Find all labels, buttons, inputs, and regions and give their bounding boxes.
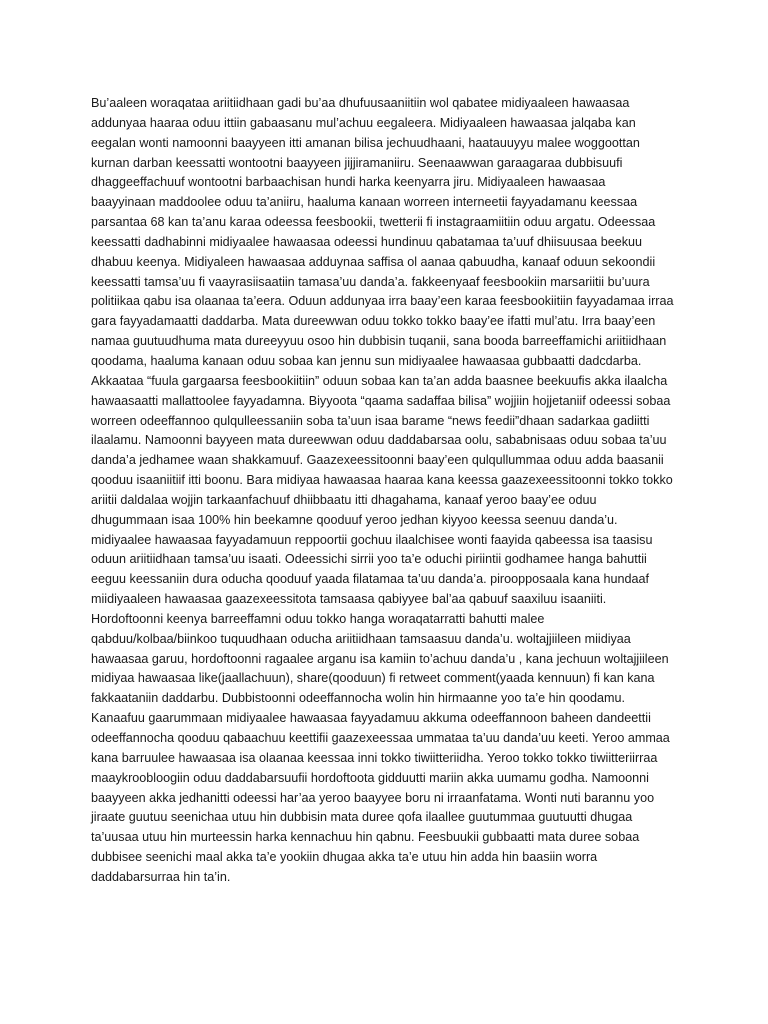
text-line: jiraate guutuu seenichaa utuu hin dubbisin mata duree qofa ilaallee guutummaa guutuutti dhugaa [91, 810, 633, 825]
text-line: oduun ariitiidhaan tamsa’uu isaati. Odeessichi sirrii yoo ta’e oduchi piriintii godhamee hanga bahuttii [91, 552, 647, 567]
text-line: daddabarsurraa hin ta’in. [91, 869, 231, 884]
text-line: hawaasaatti mallattoolee fayyadamna. Biyyoota “qaama sadaffaa bilisa” wojjiin hojjetaniif odeessi sobaa [91, 393, 671, 408]
text-line: miidiyaaleen hawaasaa gaazexeessitota tamsaasa qabiyyee bal’aa qabuuf saaxiluu isaaniiti. [91, 592, 607, 607]
text-line: dubbisee seenichi maal akka ta’e yookiin dhugaa akka ta’e utuu hin adda hin baasiin worra [91, 850, 598, 865]
text-line: kana barruulee hawaasaa isa olaanaa keessaa inni tokko tiwiitteriidha. Yeroo tokko tokko tiwiitteriirraa [91, 750, 658, 765]
text-line: qabduu/kolbaa/biinkoo tuquudhaan oducha ariitiidhaan tamsaasuu danda’u. woltajjiileen miidiyaa [91, 631, 631, 646]
text-line: Akkaataa “fuula gargaarsa feesbookiitiin” oduun sobaa kan ta’an adda baasnee beekuufis akka ilaalcha [91, 373, 668, 388]
text-line: midiyaa hawaasaa like(jaallachuun), share(qooduun) fi retweet comment(yaada kennuun) fi kan kana [91, 671, 655, 686]
text-line: parsantaa 68 kan ta’anu karaa odeessa feesbookii, twetterii fi instagraamiitiin oduu argatu. Odeessaa [91, 215, 656, 230]
text-line: fakkaataniin daddarbu. Dubbistoonni odeeffannocha wolin hin hirmaanne yoo ta’e hin qoodamu. [91, 691, 625, 706]
text-line: kurnan darban keessatti wontootni baayyeen jijjiramaniiru. Seenaawwan garaagaraa dubbisuufi [91, 155, 623, 170]
text-line: danda’a jedhamee waan shakkamuuf. Gaazexeessitoonni baay’een qulqullummaa oduu adda baasanii [91, 453, 664, 468]
text-line: dhabuu keenya. Midiyaleen hawaasaa adduynaa saffisa ol aanaa qabuudha, kanaaf oduun sekoondii [91, 254, 656, 269]
text-line: dhaggeeffachuuf wontootni barbaachisan hundi harka keenyarra jiru. Midiyaaleen hawaasaa [91, 175, 606, 190]
text-line: eeguu keessaniin dura oducha qooduuf yaada filatamaa ta’uu danda’a. piroopposaala kana hundaaf [91, 572, 650, 587]
text-line: ta’uusaa utuu hin murteessin harka kennachuu hin qabnu. Feesbuukii gubbaatti mata duree sobaa [91, 830, 640, 845]
text-line: worreen odeeffannoo qulqulleessaniin soba ta’uun isaa barame “news feedii”dhaan sadarkaa gadiitti [91, 413, 650, 428]
text-line: addunyaa haaraa oduu ittiin gabaasanu mul’achuu eegaleera. Midiyaaleen hawaasaa jalqaba kan [91, 115, 636, 130]
text-line: eegalan wonti namoonni baayyeen itti amanan bilisa jechuudhaani, haatauuyyu malee woggoottan [91, 135, 640, 150]
text-line: midiyaalee hawaasaa fayyadamuun reppoortii gochuu ilaalchisee wonti faayida qabeessa isa taasisu [91, 532, 653, 547]
text-line: Bu’aaleen woraqataa ariitiidhaan gadi bu’aa dhufuusaaniitiin wol qabatee midiyaaleen hawaasaa [91, 96, 630, 110]
text-line: keessatti tamsa’uu fi vaayrasiisaatiin tamasa’uu danda’a. fakkeenyaaf feesbookiin marsariitii bu’uura [91, 274, 650, 289]
text-line: baayyinaan maddoolee oduu ta’aniiru, haaluma kanaan worreen interneetii fayyadamanu keessaa [91, 195, 638, 210]
text-line: Kanaafuu gaarummaan midiyaalee hawaasaa fayyadamuu akkuma odeeffannoon baheen dandeettii [91, 711, 651, 726]
text-line: ilaalamu. Namoonni bayyeen mata dureewwan oduu daddabarsaa oolu, sababnisaas oduu sobaa ta’uu [91, 433, 667, 448]
text-line: qooduu isaaniitiif itti boonu. Bara midiyaa hawaasaa haaraa kana keessa gaazexeessitoonni tokko tokko [91, 473, 673, 488]
text-line: Hordoftoonni keenya barreeffamni oduu tokko hanga woraqatarratti bahutti malee [91, 611, 545, 626]
text-line: gara fayyadamaatti daddarba. Mata dureewwan oduu tokko tokko baay’ee ifatti mul’atu. Irra baay’een [91, 314, 656, 329]
text-line: hawaasaa garuu, hordoftoonni ragaalee arganu isa kamiin to’achuu danda’u , kana jechuun woltajjiileen [91, 651, 669, 666]
text-line: namaa guutuudhuma mata dureeyyuu osoo hin dubbisin tuqanii, sana booda barreeffamichi ariitiidhaan [91, 334, 667, 349]
text-line: keessatti dadhabinni midiyaalee hawaasaa odeessi hundinuu qabatamaa ta’uuf dhiisuusaa beekuu [91, 234, 643, 249]
text-line: baayyeen akka jedhanitti odeessi har’aa yeroo baayyee boru ni irraanfatama. Wonti nuti barannu yoo [91, 790, 655, 805]
text-line: ariitii daldalaa wojjin tarkaanfachuuf dhiibbaatu itti dhagahama, kanaaf yeroo baay’ee oduu [91, 492, 597, 507]
text-line: qoodama, haaluma kanaan oduu sobaa kan jennu sun midiyaalee hawaasaa gubbaatti dadcdarba. [91, 353, 642, 368]
text-line: maaykroobloogiin oduu daddabarsuufii hordoftoota gidduutti mariin akka uumamu godha. Namoonni [91, 770, 649, 785]
text-line: odeeffannocha qooduu qabaachuu keettifii gaazexeessaa ummataa ta’uu danda’uu keeti. Yeroo ammaa [91, 731, 670, 745]
text-line: dhugummaan isaa 100% hin beekamne qooduuf yeroo jedhan kiyyoo keessa seenuu danda’u. [91, 512, 618, 527]
body-paragraph [91, 94, 691, 888]
text-line: politiikaa qabu isa olaanaa ta’eera. Oduun addunyaa irra baay’een karaa feesbookiitiin fayyadamaa irraa [91, 294, 674, 309]
